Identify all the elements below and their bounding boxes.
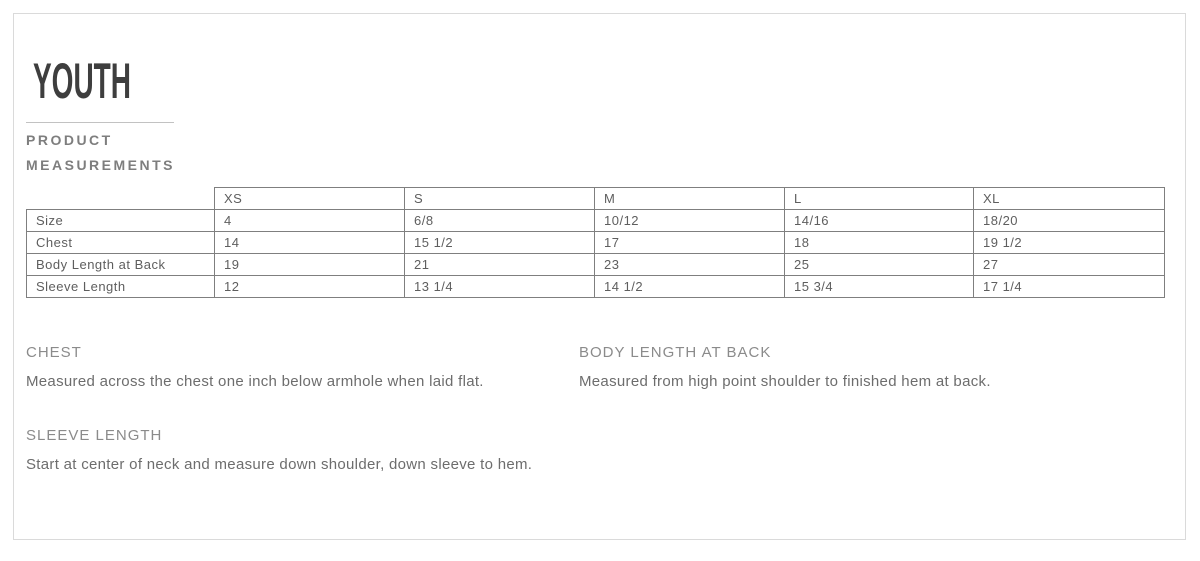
table-row-body-length bbox=[27, 254, 1165, 276]
cell-chest-l: 18 bbox=[785, 232, 974, 254]
cell-sleeve-length-s: 13 1/4 bbox=[405, 276, 595, 298]
title-divider bbox=[26, 122, 174, 123]
section-label bbox=[26, 128, 175, 178]
column-header-xs: XS bbox=[215, 188, 405, 210]
cell-size-s: 6/8 bbox=[405, 210, 595, 232]
cell-chest-m: 17 bbox=[595, 232, 785, 254]
definition-sleeve-length-term: SLEEVE LENGTH bbox=[26, 427, 163, 444]
column-header-m: M bbox=[595, 188, 785, 210]
cell-body-length-xs: 19 bbox=[215, 254, 405, 276]
row-label-sleeve-length: Sleeve Length bbox=[27, 276, 215, 298]
column-header-s: S bbox=[405, 188, 595, 210]
table-row-chest bbox=[27, 232, 1165, 254]
definition-chest-description: Measured across the chest one inch below armhole when laid flat. bbox=[26, 373, 484, 390]
definitions-row-2 bbox=[26, 426, 1171, 478]
cell-body-length-xl: 27 bbox=[974, 254, 1165, 276]
definition-chest bbox=[26, 343, 579, 395]
definitions-row-1 bbox=[26, 343, 1171, 395]
definition-body-length-term: BODY LENGTH AT BACK bbox=[579, 344, 772, 361]
definition-sleeve-length-description: Start at center of neck and measure down shoulder, down sleeve to hem. bbox=[26, 456, 533, 473]
section-label-line1: PRODUCT bbox=[26, 132, 113, 148]
row-label-size: Size bbox=[27, 210, 215, 232]
cell-chest-xs: 14 bbox=[215, 232, 405, 254]
definition-chest-term: CHEST bbox=[26, 344, 82, 361]
cell-size-xs: 4 bbox=[215, 210, 405, 232]
cell-size-m: 10/12 bbox=[595, 210, 785, 232]
definition-body-length-description: Measured from high point shoulder to finished hem at back. bbox=[579, 373, 991, 390]
cell-body-length-s: 21 bbox=[405, 254, 595, 276]
row-label-body-length: Body Length at Back bbox=[27, 254, 215, 276]
cell-sleeve-length-m: 14 1/2 bbox=[595, 276, 785, 298]
table-corner-cell bbox=[27, 188, 215, 210]
table-row-size bbox=[27, 210, 1165, 232]
page-title: YOUTH bbox=[33, 53, 131, 109]
cell-sleeve-length-l: 15 3/4 bbox=[785, 276, 974, 298]
cell-body-length-m: 23 bbox=[595, 254, 785, 276]
cell-chest-xl: 19 1/2 bbox=[974, 232, 1165, 254]
cell-size-l: 14/16 bbox=[785, 210, 974, 232]
cell-body-length-l: 25 bbox=[785, 254, 974, 276]
column-header-l: L bbox=[785, 188, 974, 210]
row-label-chest: Chest bbox=[27, 232, 215, 254]
table-row-sleeve-length bbox=[27, 276, 1165, 298]
section-label-line2: MEASUREMENTS bbox=[26, 157, 176, 173]
measurements-table bbox=[26, 187, 1165, 298]
measurement-definitions bbox=[26, 343, 1171, 478]
column-header-xl: XL bbox=[974, 188, 1165, 210]
definition-body-length bbox=[579, 343, 1171, 395]
cell-size-xl: 18/20 bbox=[974, 210, 1165, 232]
definition-sleeve-length bbox=[26, 426, 579, 478]
size-chart-panel bbox=[13, 13, 1186, 540]
cell-chest-s: 15 1/2 bbox=[405, 232, 595, 254]
table-header-row bbox=[27, 188, 1165, 210]
cell-sleeve-length-xl: 17 1/4 bbox=[974, 276, 1165, 298]
cell-sleeve-length-xs: 12 bbox=[215, 276, 405, 298]
